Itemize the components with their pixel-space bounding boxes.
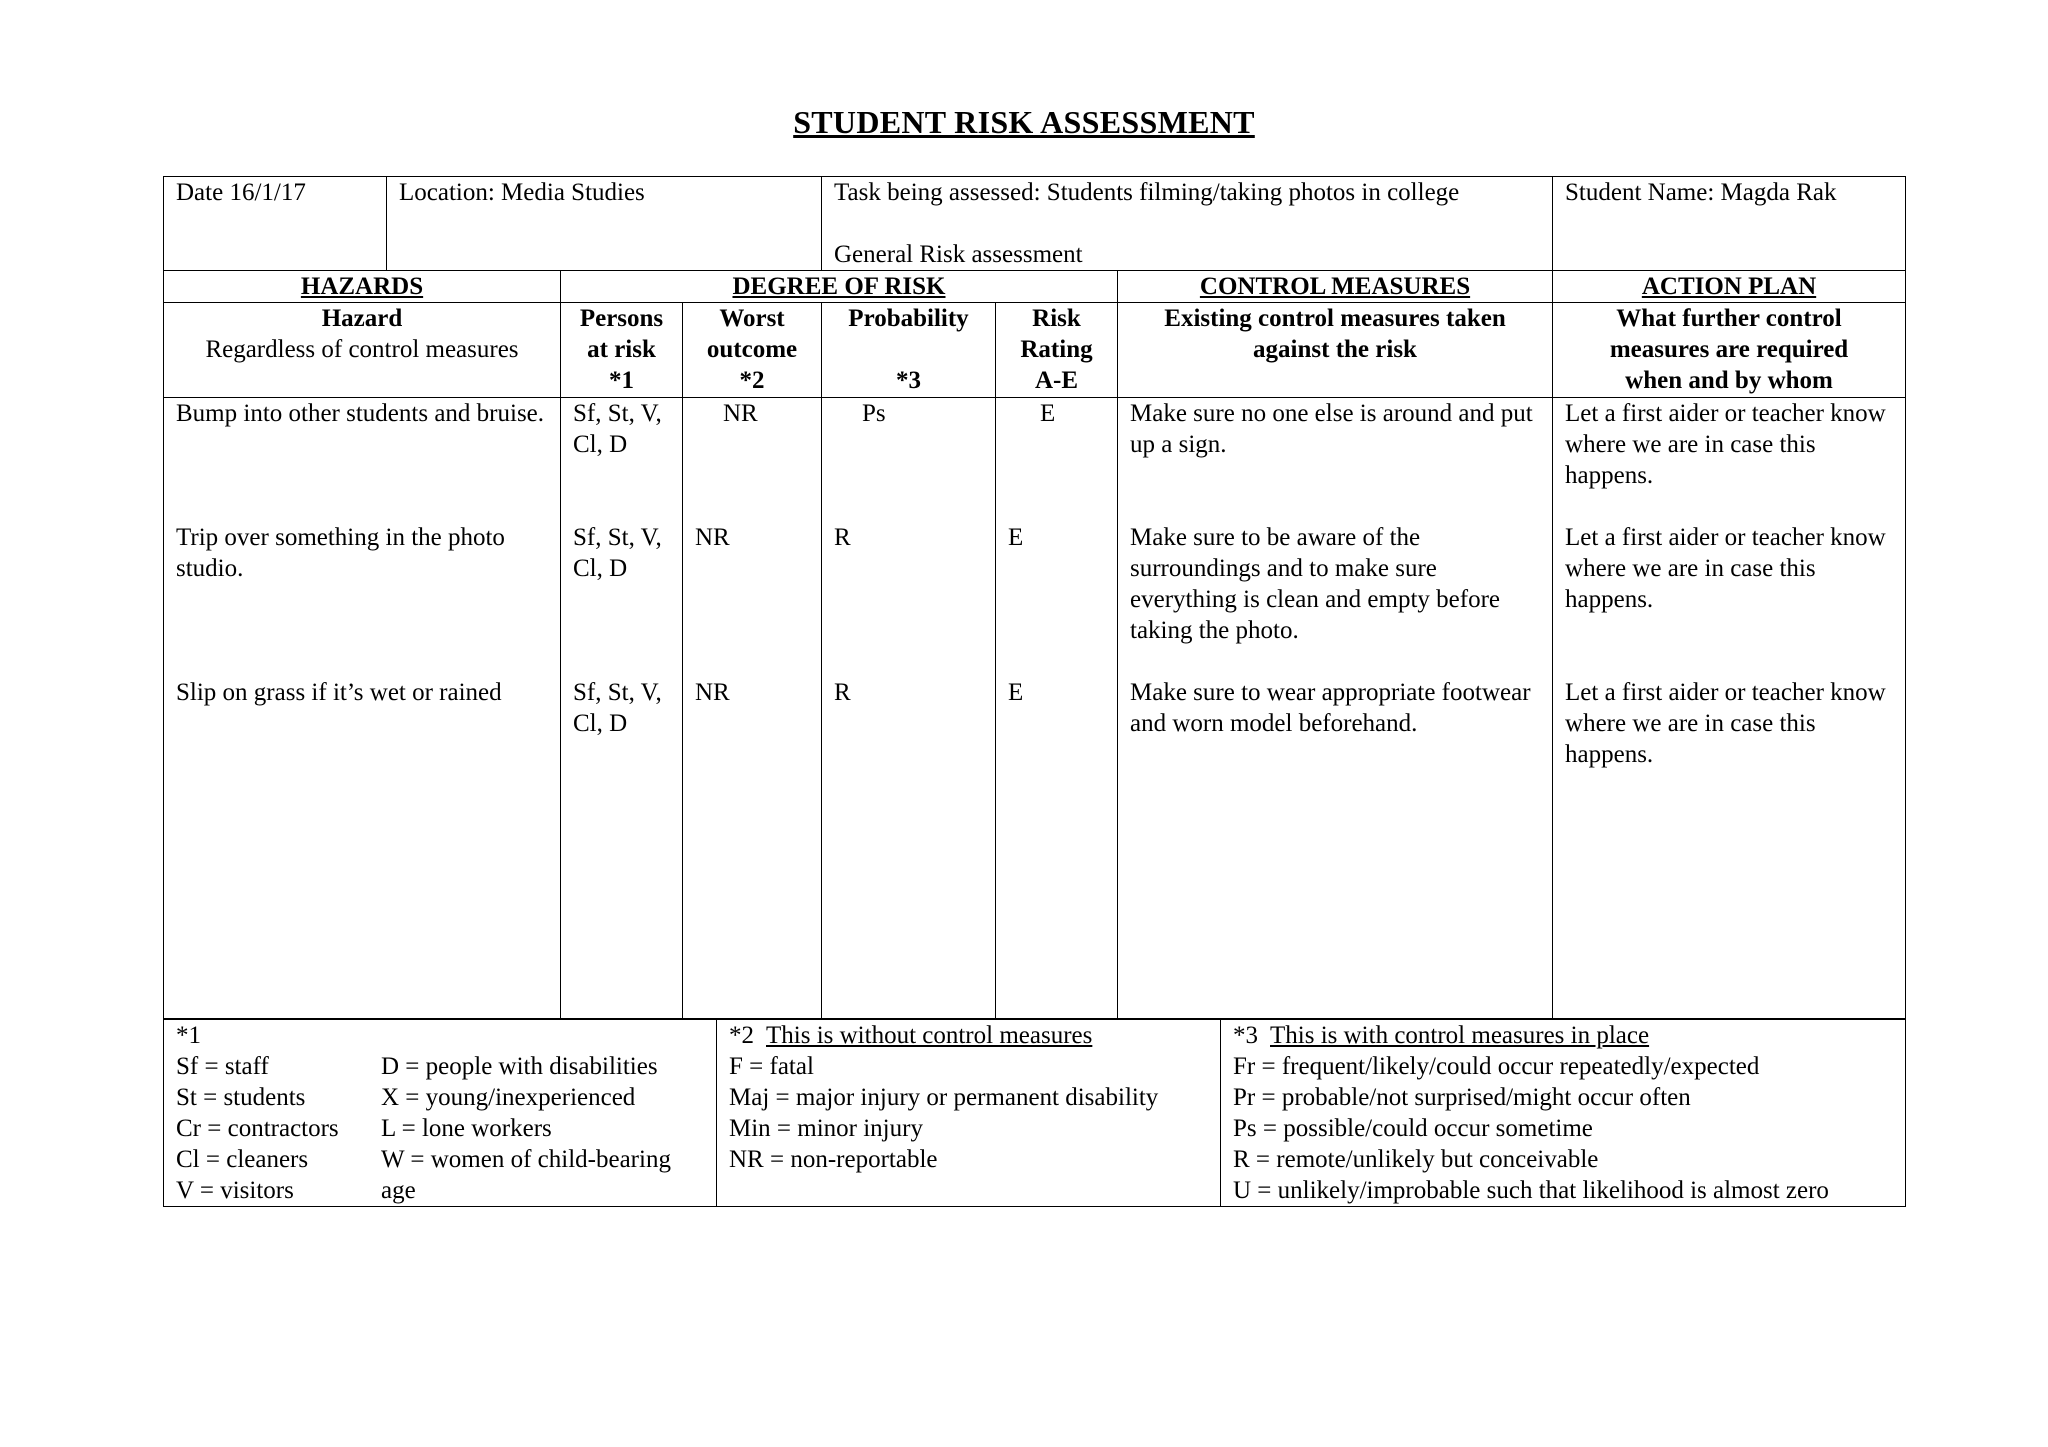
col-existing-controls bbox=[1118, 303, 1553, 398]
action-entry: Let a first aider or teacher know where we are in case this happens. bbox=[1565, 524, 1886, 613]
key1-left: Cr = contractors bbox=[176, 1115, 339, 1142]
section-hazards: HAZARDS bbox=[164, 271, 561, 303]
persons-column bbox=[561, 398, 683, 1019]
col-rating bbox=[996, 303, 1118, 398]
col-probability-l2: *3 bbox=[896, 367, 921, 394]
key2-label: *2 bbox=[729, 1022, 754, 1049]
col-further-l2: measures are required bbox=[1609, 336, 1849, 363]
control-entry: Make sure to wear appropriate footwear and worn model beforehand. bbox=[1130, 679, 1531, 737]
col-rating-l3: A-E bbox=[1034, 367, 1079, 394]
col-rating-l1: Risk bbox=[1032, 305, 1081, 332]
col-persons-l3: *1 bbox=[609, 367, 634, 394]
key1-left: Cl = cleaners bbox=[176, 1146, 309, 1173]
persons-entry: Sf, St, V, Cl, D bbox=[573, 400, 662, 458]
worst-entry: NR bbox=[695, 679, 730, 706]
section-degree-of-risk: DEGREE OF RISK bbox=[561, 271, 1118, 303]
key1-label: *1 bbox=[176, 1022, 201, 1049]
section-control-measures: CONTROL MEASURES bbox=[1118, 271, 1553, 303]
column-header-row bbox=[164, 303, 1906, 398]
col-worst-l1: Worst bbox=[719, 305, 785, 332]
col-persons-l1: Persons bbox=[579, 305, 664, 332]
worst-entry: NR bbox=[695, 524, 730, 551]
probability-entry: Ps bbox=[862, 400, 886, 427]
key2-heading-line bbox=[729, 1020, 1208, 1051]
key2-line: F = fatal bbox=[729, 1053, 814, 1080]
student-name-cell: Student Name: Magda Rak bbox=[1553, 177, 1906, 271]
col-hazard bbox=[164, 303, 561, 398]
key3-heading: This is with control measures in place bbox=[1270, 1022, 1650, 1049]
key3-label: *3 bbox=[1233, 1022, 1258, 1049]
key-worst-outcome bbox=[717, 1020, 1221, 1207]
key3-line: U = unlikely/improbable such that likelihood is almost zero bbox=[1233, 1177, 1829, 1204]
action-plan-column bbox=[1553, 398, 1906, 1019]
key1-left: St = students bbox=[176, 1084, 306, 1111]
hazard-entry: Bump into other students and bruise. bbox=[176, 400, 545, 427]
key1-left: Sf = staff bbox=[176, 1053, 269, 1080]
col-hazard-title: Hazard bbox=[321, 305, 403, 332]
hazards-column bbox=[164, 398, 561, 1019]
worst-entry: NR bbox=[723, 400, 758, 427]
probability-entry: R bbox=[834, 679, 851, 706]
key3-line: Ps = possible/could occur sometime bbox=[1233, 1115, 1593, 1142]
key1-line bbox=[176, 1175, 704, 1206]
key1-line bbox=[176, 1144, 704, 1175]
key1-line bbox=[176, 1113, 704, 1144]
key2-heading: This is without control measures bbox=[766, 1022, 1093, 1049]
control-entry: Make sure no one else is around and put up a sign. bbox=[1130, 400, 1533, 458]
key3-line: R = remote/unlikely but conceivable bbox=[1233, 1146, 1599, 1173]
col-persons-l2: at risk bbox=[587, 336, 656, 363]
col-persons bbox=[561, 303, 683, 398]
key1-right: W = women of child-bearing bbox=[381, 1146, 671, 1173]
action-entry: Let a first aider or teacher know where we are in case this happens. bbox=[1565, 679, 1886, 768]
hazard-entry: Slip on grass if it’s wet or rained bbox=[176, 679, 502, 706]
section-header-row bbox=[164, 271, 1906, 303]
info-row bbox=[164, 177, 1906, 271]
key-persons bbox=[164, 1020, 717, 1207]
key2-line: Maj = major injury or permanent disability bbox=[729, 1084, 1159, 1111]
location-cell: Location: Media Studies bbox=[387, 177, 822, 271]
control-entry: Make sure to be aware of the surroundings and to make sure everything is clean and empty before taking the photo. bbox=[1130, 524, 1500, 644]
rating-entry: E bbox=[1008, 524, 1024, 551]
key1-right: age bbox=[381, 1177, 416, 1204]
key3-line: Pr = probable/not surprised/might occur often bbox=[1233, 1084, 1691, 1111]
key-table bbox=[163, 1019, 1906, 1207]
col-further-l3: when and by whom bbox=[1625, 367, 1833, 394]
key1-line bbox=[176, 1051, 704, 1082]
general-text: General Risk assessment bbox=[834, 241, 1083, 268]
risk-assessment-table bbox=[163, 176, 1906, 1019]
task-cell bbox=[822, 177, 1553, 271]
key3-heading-line bbox=[1233, 1020, 1893, 1051]
hazard-entry: Trip over something in the photo studio. bbox=[176, 524, 505, 582]
rating-entry: E bbox=[1008, 679, 1024, 706]
key1-right: X = young/inexperienced bbox=[381, 1084, 636, 1111]
risk-rating-column bbox=[996, 398, 1118, 1019]
col-worst-l3: *2 bbox=[739, 367, 765, 394]
col-probability bbox=[822, 303, 996, 398]
col-hazard-sub: Regardless of control measures bbox=[205, 336, 519, 363]
key1-right: L = lone workers bbox=[381, 1115, 552, 1142]
col-further-l1: What further control bbox=[1616, 305, 1842, 332]
page-title: STUDENT RISK ASSESSMENT bbox=[793, 104, 1255, 140]
col-worst-l2: outcome bbox=[706, 336, 798, 363]
key2-line: Min = minor injury bbox=[729, 1115, 923, 1142]
hazard-entries-row bbox=[164, 398, 1906, 1019]
key2-line: NR = non-reportable bbox=[729, 1146, 938, 1173]
col-existing-l2: against the risk bbox=[1253, 336, 1417, 363]
worst-outcome-column bbox=[683, 398, 822, 1019]
persons-entry: Sf, St, V, Cl, D bbox=[573, 679, 662, 737]
action-entry: Let a first aider or teacher know where we are in case this happens. bbox=[1565, 400, 1886, 489]
key1-right: D = people with disabilities bbox=[381, 1053, 658, 1080]
key1-left: V = visitors bbox=[176, 1177, 294, 1204]
date-cell: Date 16/1/17 bbox=[164, 177, 387, 271]
persons-entry: Sf, St, V, Cl, D bbox=[573, 524, 662, 582]
control-measures-column bbox=[1118, 398, 1553, 1019]
col-rating-l2: Rating bbox=[1020, 336, 1093, 363]
col-existing-l1: Existing control measures taken bbox=[1164, 305, 1506, 332]
section-action-plan: ACTION PLAN bbox=[1553, 271, 1906, 303]
key-probability bbox=[1221, 1020, 1906, 1207]
probability-column bbox=[822, 398, 996, 1019]
probability-entry: R bbox=[834, 524, 851, 551]
key3-line: Fr = frequent/likely/could occur repeatedly/expected bbox=[1233, 1053, 1760, 1080]
key1-line bbox=[176, 1082, 704, 1113]
col-probability-l1: Probability bbox=[848, 305, 969, 332]
rating-entry: E bbox=[1040, 400, 1056, 427]
col-worst bbox=[683, 303, 822, 398]
task-text: Task being assessed: Students filming/taking photos in college bbox=[834, 179, 1460, 206]
col-further-controls bbox=[1553, 303, 1906, 398]
